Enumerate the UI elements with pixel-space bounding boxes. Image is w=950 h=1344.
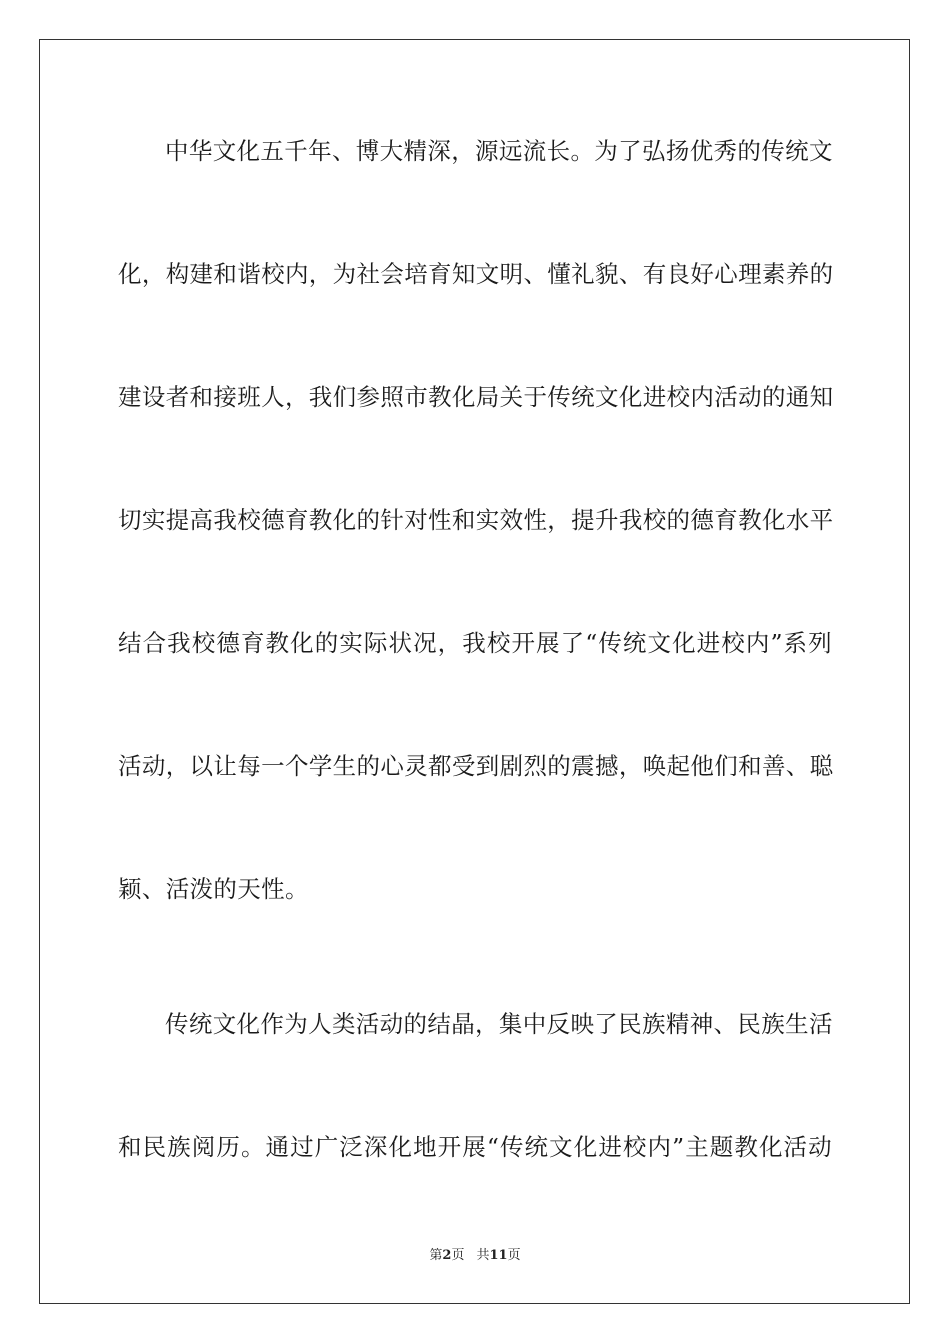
paragraph-1-line-3: 建设者和接班人，我们参照市教化局关于传统文化进校内活动的通知 [118,383,834,411]
page-footer [0,1247,950,1265]
page-prefix: 第 [429,1248,443,1263]
paragraph-1-line-7: 颖、活泼的天性。 [118,875,309,903]
total-pages: 11 [489,1248,508,1263]
paragraph-2-line-2: 和民族阅历。通过广泛深化地开展“传统文化进校内”主题教化活动 [118,1133,832,1161]
paragraph-1-line-6: 活动，以让每一个学生的心灵都受到剧烈的震撼，唤起他们和善、聪 [118,752,834,780]
page-suffix: 页 [451,1248,465,1263]
paragraph-1-line-1: 中华文化五千年、博大精深，源远流长。为了弘扬优秀的传统文 [165,137,833,165]
paragraph-2-line-1: 传统文化作为人类活动的结晶，集中反映了民族精神、民族生活 [165,1010,833,1038]
page-number: 2 [442,1248,452,1263]
total-prefix: 共 [476,1248,490,1263]
paragraph-1-line-5: 结合我校德育教化的实际状况，我校开展了“传统文化进校内”系列 [118,629,832,657]
paragraph-1-line-2: 化，构建和谐校内，为社会培育知文明、懂礼貌、有良好心理素养的 [118,260,834,288]
paragraph-1-line-4: 切实提高我校德育教化的针对性和实效性，提升我校的德育教化水平 [118,506,834,534]
page-border [39,39,910,1304]
total-suffix: 页 [507,1248,521,1263]
